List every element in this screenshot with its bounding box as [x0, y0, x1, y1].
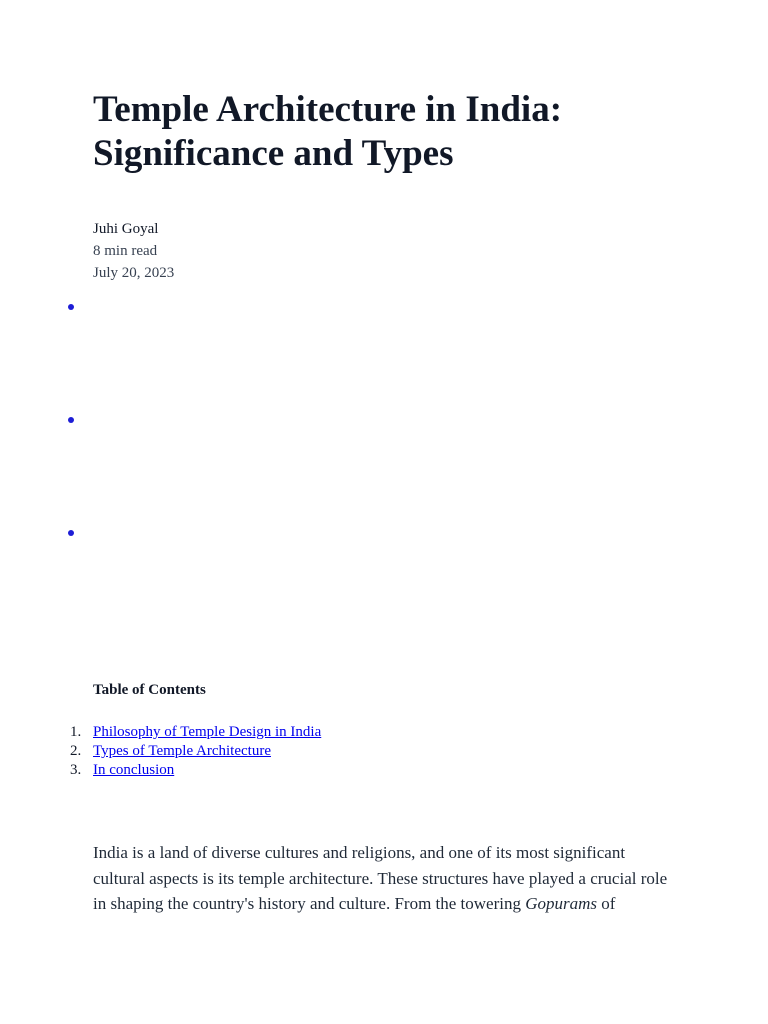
share-bullet-3[interactable]: [68, 530, 74, 536]
author-name[interactable]: Juhi Goyal: [93, 221, 159, 237]
read-time: 8 min read: [93, 243, 158, 259]
intro-text-2: of: [597, 894, 616, 913]
toc-item-number: 2.: [70, 743, 82, 759]
toc-link-types[interactable]: Types of Temple Architecture: [93, 743, 271, 759]
share-bullet-1[interactable]: [68, 304, 74, 310]
toc-heading: Table of Contents: [93, 682, 206, 698]
toc-link-conclusion[interactable]: In conclusion: [93, 762, 175, 778]
intro-emphasis: Gopurams: [525, 894, 598, 913]
toc-link-philosophy[interactable]: Philosophy of Temple Design in India: [93, 724, 322, 740]
toc-item-number: 1.: [70, 724, 82, 740]
article-title: Temple Architecture in India: Significance and Types: [93, 89, 563, 174]
share-bullet-2[interactable]: [68, 417, 74, 423]
intro-paragraph: [93, 840, 673, 917]
publish-date: July 20, 2023: [93, 265, 175, 281]
intro-text-1: India is a land of diverse cultures and religions, and one of its most significant cultural aspects is its temple architecture. These structures have played a crucial role in shaping the country's history and culture. From the towering: [93, 843, 668, 913]
toc-item-number: 3.: [70, 762, 82, 778]
